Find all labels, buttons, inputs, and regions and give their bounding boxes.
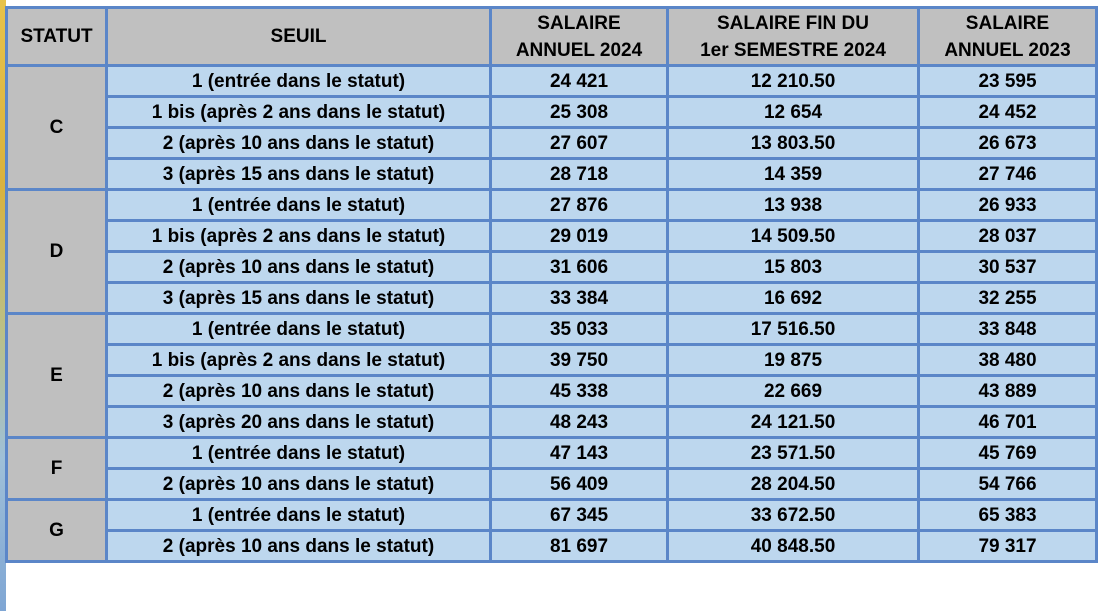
salaire-semestre-2024-cell: 40 848.50 bbox=[668, 531, 919, 562]
salaire-semestre-2024-cell: 14 509.50 bbox=[668, 221, 919, 252]
salaire-semestre-2024-cell: 19 875 bbox=[668, 345, 919, 376]
header-salaire-annuel-2023 bbox=[919, 8, 1097, 66]
header-salaire-fin-semestre bbox=[668, 8, 919, 66]
seuil-cell: 3 (après 20 ans dans le statut) bbox=[107, 407, 491, 438]
salaire-annuel-2023-cell: 24 452 bbox=[919, 97, 1097, 128]
seuil-cell: 1 bis (après 2 ans dans le statut) bbox=[107, 97, 491, 128]
salaire-semestre-2024-cell: 14 359 bbox=[668, 159, 919, 190]
seuil-cell: 1 bis (après 2 ans dans le statut) bbox=[107, 345, 491, 376]
seuil-cell: 2 (après 10 ans dans le statut) bbox=[107, 252, 491, 283]
table-row bbox=[7, 128, 1097, 159]
seuil-cell: 3 (après 15 ans dans le statut) bbox=[107, 159, 491, 190]
salaire-annuel-2023-cell: 54 766 bbox=[919, 469, 1097, 500]
table-row bbox=[7, 221, 1097, 252]
table-row bbox=[7, 469, 1097, 500]
seuil-cell: 1 (entrée dans le statut) bbox=[107, 438, 491, 469]
salaire-annuel-2023-cell: 38 480 bbox=[919, 345, 1097, 376]
seuil-cell: 1 (entrée dans le statut) bbox=[107, 66, 491, 97]
header-seuil: SEUIL bbox=[107, 8, 491, 66]
table-row bbox=[7, 407, 1097, 438]
salaire-semestre-2024-cell: 17 516.50 bbox=[668, 314, 919, 345]
seuil-cell: 2 (après 10 ans dans le statut) bbox=[107, 376, 491, 407]
salaire-semestre-2024-cell: 12 654 bbox=[668, 97, 919, 128]
salaire-annuel-2024-cell: 35 033 bbox=[491, 314, 668, 345]
statut-cell: C bbox=[7, 66, 107, 190]
salaire-annuel-2023-cell: 32 255 bbox=[919, 283, 1097, 314]
header-salaire-annuel-2023-line-2: ANNUEL 2023 bbox=[944, 39, 1071, 61]
salaire-annuel-2023-cell: 33 848 bbox=[919, 314, 1097, 345]
table-row bbox=[7, 500, 1097, 531]
table-row bbox=[7, 314, 1097, 345]
header-salaire-fin-semestre-line-2: 1er SEMESTRE 2024 bbox=[700, 39, 886, 61]
salaire-annuel-2023-cell: 46 701 bbox=[919, 407, 1097, 438]
header-salaire-annuel-2023-line-1: SALAIRE bbox=[965, 12, 1050, 34]
table-row bbox=[7, 252, 1097, 283]
salary-table bbox=[5, 6, 1098, 563]
salaire-annuel-2024-cell: 25 308 bbox=[491, 97, 668, 128]
seuil-cell: 1 (entrée dans le statut) bbox=[107, 500, 491, 531]
salaire-annuel-2024-cell: 28 718 bbox=[491, 159, 668, 190]
salaire-semestre-2024-cell: 28 204.50 bbox=[668, 469, 919, 500]
salaire-annuel-2023-cell: 43 889 bbox=[919, 376, 1097, 407]
seuil-cell: 1 (entrée dans le statut) bbox=[107, 190, 491, 221]
salaire-annuel-2024-cell: 67 345 bbox=[491, 500, 668, 531]
statut-cell: F bbox=[7, 438, 107, 500]
salaire-annuel-2024-cell: 48 243 bbox=[491, 407, 668, 438]
table-row bbox=[7, 438, 1097, 469]
header-row bbox=[7, 8, 1097, 66]
header-statut: STATUT bbox=[7, 8, 107, 66]
seuil-cell: 2 (après 10 ans dans le statut) bbox=[107, 531, 491, 562]
salaire-annuel-2024-cell: 39 750 bbox=[491, 345, 668, 376]
salaire-annuel-2024-cell: 81 697 bbox=[491, 531, 668, 562]
statut-cell: E bbox=[7, 314, 107, 438]
statut-cell: G bbox=[7, 500, 107, 562]
salaire-semestre-2024-cell: 15 803 bbox=[668, 252, 919, 283]
salaire-annuel-2024-cell: 56 409 bbox=[491, 469, 668, 500]
salaire-annuel-2024-cell: 33 384 bbox=[491, 283, 668, 314]
table-row bbox=[7, 376, 1097, 407]
table-row bbox=[7, 66, 1097, 97]
seuil-cell: 2 (après 10 ans dans le statut) bbox=[107, 469, 491, 500]
header-salaire-annuel-2024 bbox=[491, 8, 668, 66]
table-row bbox=[7, 159, 1097, 190]
table-row bbox=[7, 531, 1097, 562]
salaire-annuel-2023-cell: 30 537 bbox=[919, 252, 1097, 283]
salaire-annuel-2024-cell: 45 338 bbox=[491, 376, 668, 407]
salaire-semestre-2024-cell: 13 938 bbox=[668, 190, 919, 221]
salaire-semestre-2024-cell: 13 803.50 bbox=[668, 128, 919, 159]
salaire-annuel-2023-cell: 45 769 bbox=[919, 438, 1097, 469]
salaire-semestre-2024-cell: 23 571.50 bbox=[668, 438, 919, 469]
salaire-annuel-2024-cell: 31 606 bbox=[491, 252, 668, 283]
salaire-semestre-2024-cell: 22 669 bbox=[668, 376, 919, 407]
salaire-annuel-2024-cell: 24 421 bbox=[491, 66, 668, 97]
table-row bbox=[7, 190, 1097, 221]
table-row bbox=[7, 97, 1097, 128]
salaire-semestre-2024-cell: 12 210.50 bbox=[668, 66, 919, 97]
table-row bbox=[7, 283, 1097, 314]
salaire-semestre-2024-cell: 24 121.50 bbox=[668, 407, 919, 438]
salaire-annuel-2024-cell: 29 019 bbox=[491, 221, 668, 252]
seuil-cell: 1 (entrée dans le statut) bbox=[107, 314, 491, 345]
header-salaire-fin-semestre-line-1: SALAIRE FIN DU bbox=[717, 12, 869, 34]
salaire-annuel-2024-cell: 27 607 bbox=[491, 128, 668, 159]
salaire-annuel-2023-cell: 23 595 bbox=[919, 66, 1097, 97]
header-salaire-annuel-2024-line-2: ANNUEL 2024 bbox=[515, 39, 643, 61]
seuil-cell: 2 (après 10 ans dans le statut) bbox=[107, 128, 491, 159]
table-row bbox=[7, 345, 1097, 376]
salaire-annuel-2024-cell: 47 143 bbox=[491, 438, 668, 469]
salaire-annuel-2023-cell: 26 933 bbox=[919, 190, 1097, 221]
salaire-annuel-2024-cell: 27 876 bbox=[491, 190, 668, 221]
salaire-annuel-2023-cell: 79 317 bbox=[919, 531, 1097, 562]
seuil-cell: 3 (après 15 ans dans le statut) bbox=[107, 283, 491, 314]
statut-cell: D bbox=[7, 190, 107, 314]
salaire-annuel-2023-cell: 26 673 bbox=[919, 128, 1097, 159]
salaire-semestre-2024-cell: 33 672.50 bbox=[668, 500, 919, 531]
salaire-annuel-2023-cell: 28 037 bbox=[919, 221, 1097, 252]
header-salaire-annuel-2024-line-1: SALAIRE bbox=[537, 12, 621, 34]
salaire-semestre-2024-cell: 16 692 bbox=[668, 283, 919, 314]
salaire-annuel-2023-cell: 27 746 bbox=[919, 159, 1097, 190]
seuil-cell: 1 bis (après 2 ans dans le statut) bbox=[107, 221, 491, 252]
salaire-annuel-2023-cell: 65 383 bbox=[919, 500, 1097, 531]
